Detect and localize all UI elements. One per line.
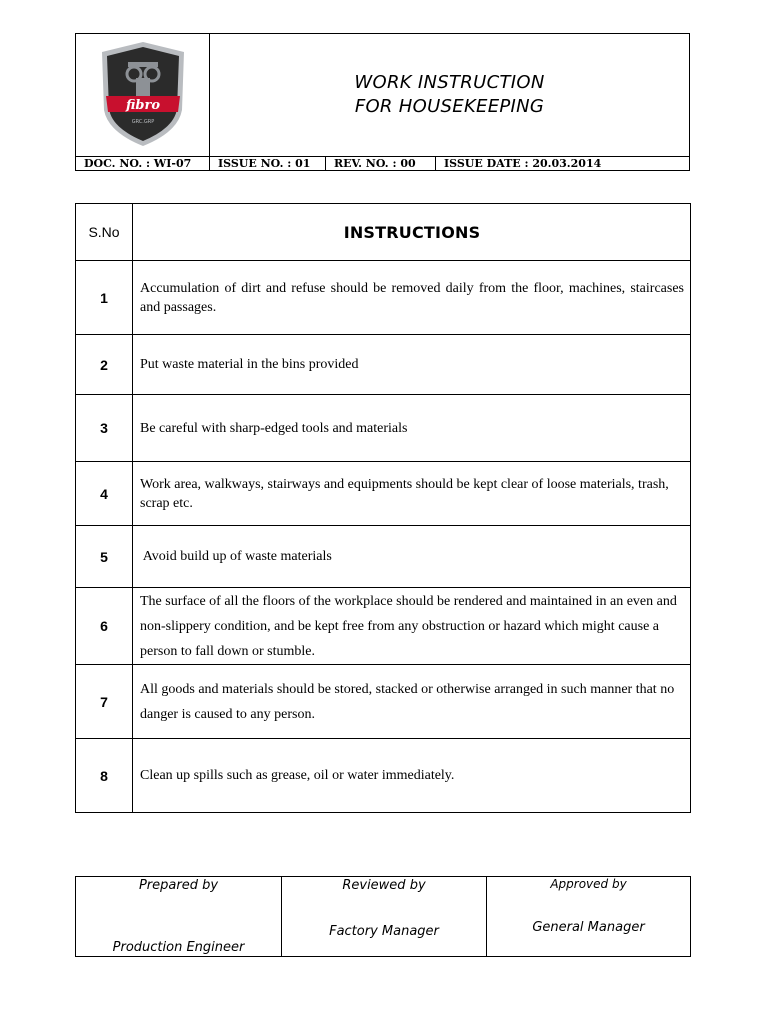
row-number: 2: [76, 335, 133, 394]
row-number: 6: [76, 588, 133, 664]
table-row: [76, 395, 690, 462]
logo-brand-text: fibro: [125, 98, 161, 113]
table-row: [76, 335, 690, 395]
instruction-text: Clean up spills such as grease, oil or water immediately.: [140, 768, 455, 783]
instructions-table: [75, 203, 691, 813]
signature-table: [75, 876, 691, 957]
title-line-2: FOR HOUSEKEEPING: [354, 96, 545, 117]
instruction-text: Put waste material in the bins provided: [140, 357, 359, 372]
table-row: [76, 739, 690, 812]
row-number: 8: [76, 739, 133, 812]
document-title: [210, 34, 689, 156]
row-instruction: [133, 335, 690, 394]
row-number: 7: [76, 665, 133, 738]
prepared-by-cell: [76, 877, 282, 956]
instruction-text: Work area, walkways, stairways and equipments should be kept clear of loose materials, trash, scrap etc.: [140, 476, 669, 511]
row-number: 3: [76, 395, 133, 461]
row-instruction: [133, 462, 690, 525]
row-instruction: [133, 665, 690, 738]
prepared-by-label: Prepared by: [138, 878, 219, 893]
instruction-text: Accumulation of dirt and refuse should be removed daily from the floor, machines, staircases and passages.: [140, 280, 684, 315]
issue-number: ISSUE NO. : 01: [210, 157, 326, 171]
reviewed-by-label: Reviewed by: [342, 878, 426, 893]
approved-by-name: General Manager: [532, 920, 645, 935]
prepared-by-name: Production Engineer: [112, 940, 245, 955]
table-row: [76, 588, 690, 665]
instruction-text: Avoid build up of waste materials: [140, 549, 332, 564]
fibro-logo-icon: [98, 40, 188, 148]
column-header-instructions: INSTRUCTIONS: [343, 222, 481, 242]
table-row: [76, 462, 690, 526]
column-header-sno: S.No: [76, 204, 133, 260]
instruction-text: All goods and materials should be stored, stacked or otherwise arranged in such manner that no danger is caused to any person.: [140, 681, 675, 722]
issue-date: ISSUE DATE : 20.03.2014: [444, 157, 602, 170]
doc-number: DOC. NO. : WI-07: [76, 157, 210, 171]
reviewed-by-cell: [282, 877, 487, 956]
approved-by-label: Approved by: [550, 877, 627, 891]
instruction-text: The surface of all the floors of the workplace should be rendered and maintained in an even and non-slippery condition, and be kept free from any obstruction or hazard which might cause a person to fall down or stumble.: [140, 593, 677, 659]
table-header-row: [76, 204, 690, 261]
document-header: [75, 33, 690, 171]
instruction-text: Be careful with sharp-edged tools and materials: [140, 420, 408, 436]
logo-sub-text: GRC.GRP: [131, 119, 155, 125]
row-instruction: [133, 739, 690, 812]
table-row: [76, 261, 690, 335]
row-number: 5: [76, 526, 133, 587]
logo-cell: [76, 34, 210, 156]
document-meta-row: [76, 156, 689, 171]
row-instruction: [133, 526, 690, 587]
row-instruction: [133, 261, 690, 334]
revision-number: REV. NO. : 00: [326, 157, 436, 171]
title-line-1: WORK INSTRUCTION: [354, 72, 545, 93]
row-number: 1: [76, 261, 133, 334]
table-row: [76, 526, 690, 588]
reviewed-by-name: Factory Manager: [329, 924, 439, 939]
approved-by-cell: [487, 877, 690, 956]
row-instruction: [133, 588, 690, 664]
table-row: [76, 665, 690, 739]
row-number: 4: [76, 462, 133, 525]
row-instruction: [133, 395, 690, 461]
